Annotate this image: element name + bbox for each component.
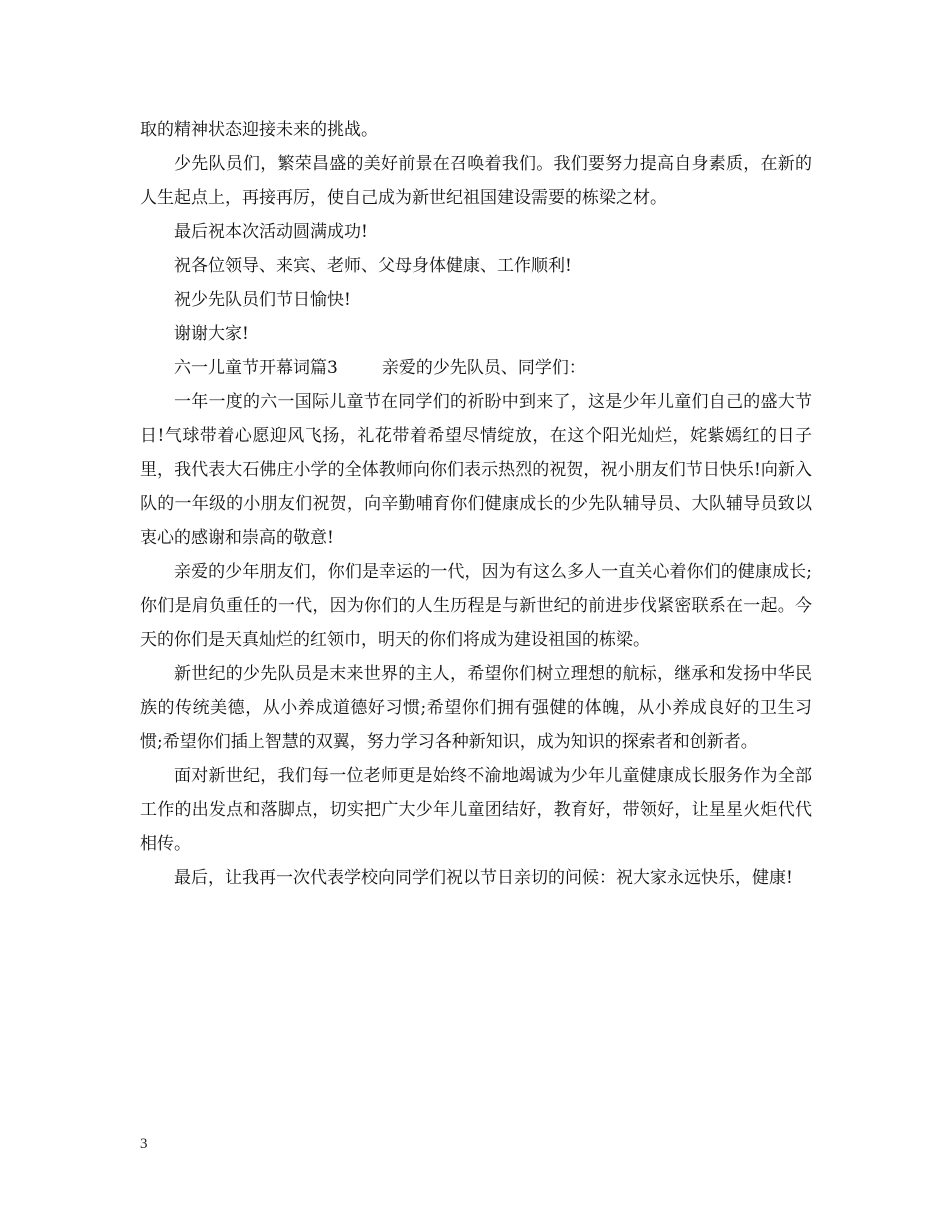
page-number: 3 <box>140 1136 148 1152</box>
section-title: 六一儿童节开幕词篇3 <box>174 358 338 378</box>
paragraph-9: 新世纪的少先队员是末来世界的主人，希望你们树立理想的航标，继承和发扬中华民族的传统美德，从小养成道德好习惯;希望你们拥有强健的体魄，从小养成良好的卫生习惯;希望你们插上智慧的双翼，努力学习各种新知识，成为知识的探索者和创新者。 <box>140 664 812 752</box>
paragraph-2: 少先队员们，繁荣昌盛的美好前景在召唤着我们。我们要努力提高自身素质，在新的人生起点上，再接再厉，使自己成为新世纪祖国建设需要的栋梁之材。 <box>140 154 812 208</box>
paragraph-6: 谢谢大家! <box>174 324 249 344</box>
salutation: 亲爱的少先队员、同学们： <box>381 358 586 378</box>
paragraph-8: 亲爱的少年朋友们，你们是幸运的一代，因为有这么多人一直关心着你们的健康成长;你们是肩负重任的一代，因为你们的人生历程是与新世纪的前进步伐紧密联系在一起。今天的你们是天真灿烂的红领巾，明天的你们将成为建设祖国的栋梁。 <box>140 562 812 650</box>
paragraph-5: 祝少先队员们节日愉快! <box>174 290 351 310</box>
paragraph-4: 祝各位领导、来宾、老师、父母身体健康、工作顺利! <box>174 256 572 276</box>
paragraph-10: 面对新世纪，我们每一位老师更是始终不渝地竭诚为少年儿童健康成长服务作为全部工作的出发点和落脚点，切实把广大少年儿童团结好，教育好，带领好，让星星火炬代代相传。 <box>140 766 812 854</box>
paragraph-7: 一年一度的六一国际儿童节在同学们的祈盼中到来了，这是少年儿童们自己的盛大节日!气球带着心愿迎风飞扬，礼花带着希望尽情绽放，在这个阳光灿烂，姹紫嫣红的日子里，我代表大石佛庄小学的全体教师向你们表示热烈的祝贺，祝小朋友们节日快乐!向新入队的一年级的小朋友们祝贺，向辛勤哺育你们健康成长的少先队辅导员、大队辅导员致以衷心的感谢和崇高的敬意! <box>140 392 812 548</box>
paragraph-11: 最后，让我再一次代表学校向同学们祝以节日亲切的问候：祝大家永远快乐，健康! <box>174 868 793 888</box>
document-body <box>140 113 812 895</box>
section-heading <box>140 351 812 385</box>
paragraph-1: 取的精神状态迎接未来的挑战。 <box>140 120 378 140</box>
paragraph-3: 最后祝本次活动圆满成功! <box>174 222 368 242</box>
